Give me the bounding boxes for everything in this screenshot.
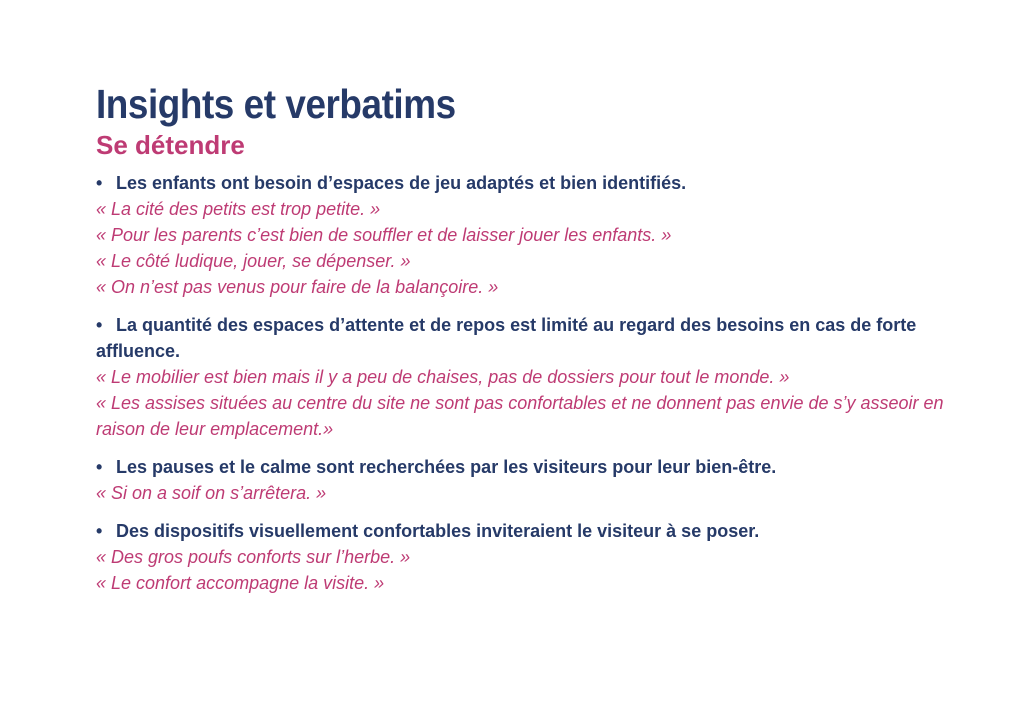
insight-section bbox=[96, 454, 956, 506]
verbatim-quote: « La cité des petits est trop petite. » bbox=[96, 199, 381, 219]
insight-statement bbox=[96, 518, 956, 544]
verbatim-quote: « Le mobilier est bien mais il y a peu de chaises, pas de dossiers pour tout le monde. » bbox=[96, 367, 790, 387]
verbatim-quote: « Le confort accompagne la visite. » bbox=[96, 573, 385, 593]
verbatim-quote: « On n’est pas venus pour faire de la balançoire. » bbox=[96, 277, 499, 297]
document-page bbox=[96, 80, 956, 608]
insight-statement bbox=[96, 312, 956, 364]
verbatim-quote: « Les assises situées au centre du site ne sont pas confortables et ne donnent pas envie de s’y asseoir en raison de leur emplacement.» bbox=[96, 393, 944, 439]
insight-statement bbox=[96, 170, 956, 196]
page-subtitle: Se détendre bbox=[96, 130, 245, 160]
insight-text: Les pauses et le calme sont recherchées par les visiteurs pour leur bien-être. bbox=[116, 457, 777, 477]
insight-section bbox=[96, 312, 956, 442]
insight-section bbox=[96, 170, 956, 300]
insight-text: Des dispositifs visuellement confortables inviteraient le visiteur à se poser. bbox=[116, 521, 760, 541]
verbatim-quote: « Si on a soif on s’arrêtera. » bbox=[96, 483, 327, 503]
verbatim-quote: « Pour les parents c’est bien de souffler et de laisser jouer les enfants. » bbox=[96, 225, 672, 245]
bullet-icon: • bbox=[96, 457, 103, 477]
insight-section bbox=[96, 518, 956, 596]
verbatim-quote: « Le côté ludique, jouer, se dépenser. » bbox=[96, 251, 411, 271]
bullet-icon: • bbox=[96, 315, 103, 335]
page-title: Insights et verbatims bbox=[96, 81, 456, 127]
bullet-icon: • bbox=[96, 173, 103, 193]
verbatim-quote: « Des gros poufs conforts sur l’herbe. » bbox=[96, 547, 411, 567]
insight-statement bbox=[96, 454, 956, 480]
insight-text: La quantité des espaces d’attente et de repos est limité au regard des besoins en cas de forte affluence. bbox=[96, 315, 917, 361]
insight-text: Les enfants ont besoin d’espaces de jeu adaptés et bien identifiés. bbox=[116, 173, 687, 193]
bullet-icon: • bbox=[96, 521, 103, 541]
